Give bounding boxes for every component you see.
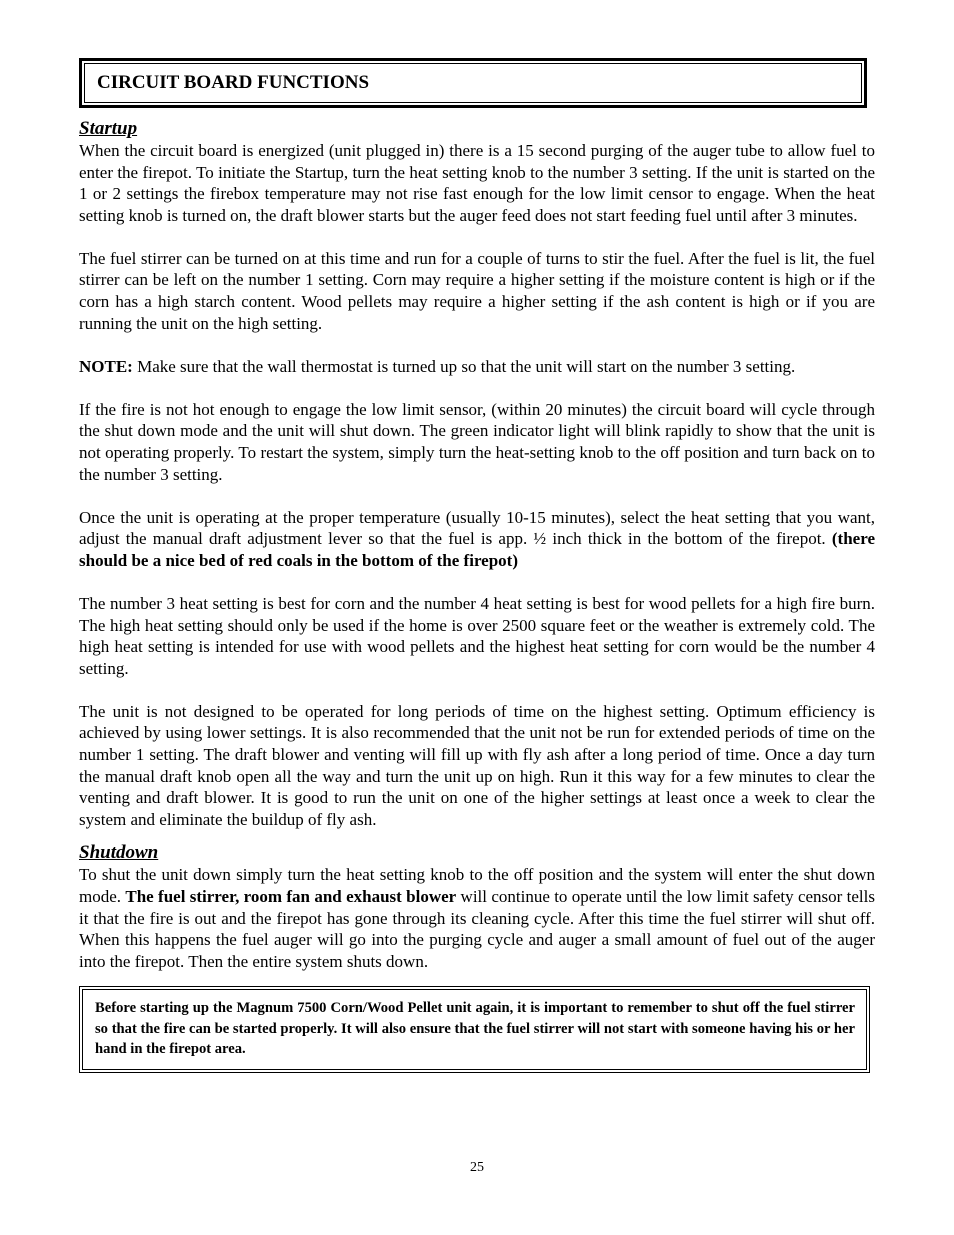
startup-paragraph-7: The unit is not designed to be operated for long periods of time on the highest setting. Optimum efficiency is achieved by using lower settings. It is also recommended that the unit not be run for extended periods of time on the number 1 setting. The draft blower and venting will fill up with fly ash after a long period of time. Once a day turn the manual draft knob open all the way and turn the unit up on high. Run it this way for a few minutes to clear the venting and draft blower. It is good to run the unit on one of the higher settings at least once a week to clear the system and eliminate the buildup of fly ash. (79, 701, 875, 829)
p5-text: Once the unit is operating at the proper temperature (usually 10-15 minutes), select the heat setting that you want, adjust the manual draft adjustment lever so that the fuel is app. ½ inch thick in the bottom of the firepot. (79, 507, 875, 549)
shutdown-text-b: will continue to operate until the low limit safety censor tells it that the fire is out and the firepot has gone through its cleaning cycle. After this time the fuel stirrer will shut off. When this happens the fuel auger will go into the purging cycle and auger a small amount of fuel out of the auger into the firepot. Then the entire system shuts down. (79, 887, 875, 971)
startup-paragraph-4: If the fire is not hot enough to engage the low limit sensor, (within 20 minutes) the circuit board will cycle through the shut down mode and the unit will shut down. The green indicator light will blink rapidly to show that the unit is not operating properly. To restart the system, simply turn the heat-setting knob to the off position and turn back on to the number 3 setting. (79, 399, 875, 484)
warning-text: Before starting up the Magnum 7500 Corn/Wood Pellet unit again, it is important to remember to shut off the fuel stirrer so that the fire can be started properly. It will also ensure that the fuel stirrer will not start with someone having his or her hand in the firepot area. (95, 1000, 855, 1058)
section-title-box (79, 58, 867, 108)
startup-paragraph-6: The number 3 heat setting is best for corn and the number 4 heat setting is best for wood pellets for a high fire burn. The high heat setting should only be used if the home is over 2500 square feet or the weather is extremely cold. The high heat setting is intended for use with wood pellets and the highest heat setting for corn would be the number 4 setting. (79, 594, 875, 678)
page-number: 25 (470, 1160, 484, 1175)
startup-paragraph-1: When the circuit board is energized (unit plugged in) there is a 15 second purging of the auger tube to allow fuel to enter the firepot. To initiate the Startup, turn the heat setting knob to the number 3 setting. If the unit is started on the 1 or 2 settings the firebox temperature may not rise fast enough for the low limit censor to engage. When the heat setting knob is turned on, the draft blower starts but the auger feed does not start feeding fuel until after 3 minutes. (79, 141, 875, 225)
note-label: NOTE: (79, 356, 133, 376)
warning-box (79, 986, 870, 1073)
page-content (79, 58, 875, 1073)
shutdown-heading: Shutdown (79, 842, 159, 864)
startup-paragraph-5 (79, 507, 875, 572)
startup-heading: Startup (79, 118, 138, 139)
note-text: Make sure that the wall thermostat is turned up so that the unit will start on the number 3 setting. (132, 356, 796, 376)
shutdown-text-a: To shut the unit down simply turn the heat setting knob to the off position and the system will enter the shut down mode. (79, 865, 875, 907)
shutdown-paragraph (79, 864, 875, 972)
startup-paragraph-2: The fuel stirrer can be turned on at this time and run for a couple of turns to stir the fuel. After the fuel is lit, the fuel stirrer can be left on the number 1 setting. Corn may require a higher setting if the moisture content is high or if the corn has a high starch content. Wood pellets may require a higher setting if the ash content is high or if you are running the unit on the high setting. (79, 248, 875, 333)
shutdown-bold: The fuel stirrer, room fan and exhaust blower (125, 887, 457, 907)
p5-bold: (there should be a nice bed of red coals in the bottom of the firepot) (79, 529, 875, 570)
note-paragraph (79, 356, 875, 378)
section-title: CIRCUIT BOARD FUNCTIONS (84, 63, 862, 103)
